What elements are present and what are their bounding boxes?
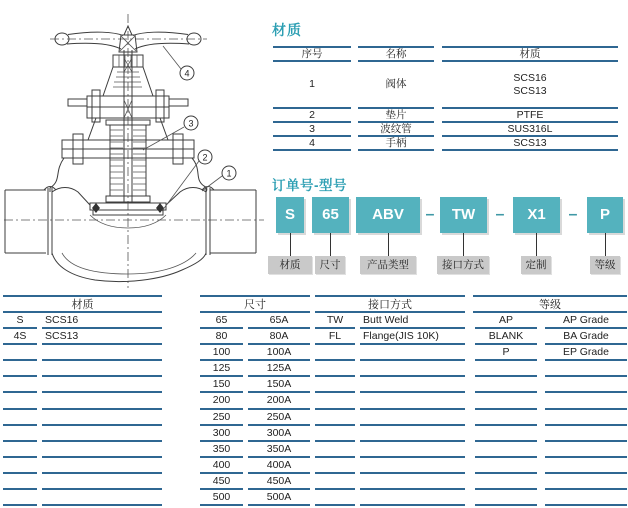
cell-name: 手柄 — [358, 137, 434, 151]
spec-cell-value: 450A — [248, 474, 310, 490]
header-no: 序号 — [273, 46, 351, 62]
spec-cell-code — [315, 361, 355, 377]
order-label-material: 材质 — [268, 256, 312, 274]
svg-text:2: 2 — [202, 152, 208, 163]
spec-cell-value — [360, 474, 465, 490]
spec-row — [3, 490, 162, 506]
spec-cell-value — [42, 410, 162, 426]
spec-row — [315, 474, 465, 490]
order-code-separator: – — [425, 206, 435, 223]
spec-cell-code: 4S — [3, 329, 37, 345]
spec-row — [473, 345, 627, 361]
spec-cell-value: 125A — [248, 361, 310, 377]
spec-group-header: 尺寸 — [200, 295, 310, 313]
material-line: SCS16 — [513, 71, 547, 84]
cell-no: 2 — [273, 109, 351, 123]
spec-cell-code — [475, 490, 537, 506]
spec-cell-code: BLANK — [475, 329, 537, 345]
spec-cell-value: 100A — [248, 345, 310, 361]
order-code-material: S — [276, 197, 304, 233]
spec-cell-code: 300 — [200, 426, 243, 442]
spec-cell-value — [360, 490, 465, 506]
spec-cell-code — [475, 426, 537, 442]
spec-cell-value: SCS16 — [42, 313, 162, 329]
spec-cell-code — [3, 393, 37, 409]
spec-cell-code — [475, 361, 537, 377]
spec-cell-code — [3, 345, 37, 361]
spec-group-rows — [315, 313, 465, 506]
spec-cell-value: Butt Weld — [360, 313, 465, 329]
spec-cell-value: 200A — [248, 393, 310, 409]
spec-cell-value — [42, 426, 162, 442]
svg-text:1: 1 — [226, 168, 232, 179]
cell-name: 波纹管 — [358, 123, 434, 137]
cell-material: SCS13 — [442, 137, 618, 151]
order-label-grade: 等级 — [590, 256, 620, 274]
connector-line — [463, 233, 464, 256]
cell-no: 4 — [273, 137, 351, 151]
spec-row — [200, 377, 310, 393]
material-table-header-row — [273, 46, 618, 62]
spec-row — [315, 393, 465, 409]
spec-cell-value — [42, 458, 162, 474]
material-table — [273, 46, 618, 151]
material-line: SCS13 — [513, 84, 547, 97]
spec-row — [200, 426, 310, 442]
spec-cell-code: 80 — [200, 329, 243, 345]
spec-cell-code — [3, 458, 37, 474]
spec-cell-value: BA Grade — [545, 329, 627, 345]
spec-row — [473, 313, 627, 329]
spec-cell-code: S — [3, 313, 37, 329]
svg-text:4: 4 — [184, 68, 190, 79]
spec-row — [315, 490, 465, 506]
spec-cell-code: AP — [475, 313, 537, 329]
spec-cell-code: 400 — [200, 458, 243, 474]
spec-row — [3, 442, 162, 458]
connector-line — [388, 233, 389, 256]
cell-material — [442, 62, 618, 109]
connector-line — [536, 233, 537, 256]
spec-group-rows — [473, 313, 627, 506]
order-code-size: 65 — [312, 197, 349, 233]
spec-row — [315, 361, 465, 377]
spec-cell-code — [3, 474, 37, 490]
order-label-custom: 定制 — [521, 256, 551, 274]
spec-row — [200, 393, 310, 409]
spec-cell-code — [315, 458, 355, 474]
spec-cell-value — [360, 377, 465, 393]
spec-cell-value — [42, 393, 162, 409]
spec-cell-value: 65A — [248, 313, 310, 329]
spec-row — [200, 345, 310, 361]
spec-row — [473, 393, 627, 409]
material-row — [273, 123, 618, 137]
spec-cell-value: 250A — [248, 410, 310, 426]
spec-cell-value — [360, 410, 465, 426]
spec-cell-code: 200 — [200, 393, 243, 409]
svg-text:3: 3 — [188, 118, 194, 129]
spec-cell-value — [545, 377, 627, 393]
spec-cell-code — [3, 410, 37, 426]
spec-cell-code — [315, 345, 355, 361]
spec-row — [3, 474, 162, 490]
spec-cell-value — [545, 442, 627, 458]
spec-cell-value — [545, 426, 627, 442]
spec-cell-code — [315, 474, 355, 490]
spec-row — [200, 474, 310, 490]
spec-cell-code — [315, 442, 355, 458]
cell-name: 垫片 — [358, 109, 434, 123]
spec-cell-code — [3, 426, 37, 442]
spec-row — [473, 361, 627, 377]
spec-group-rows — [3, 313, 162, 506]
spec-group-header: 材质 — [3, 295, 162, 313]
spec-group-header: 等级 — [473, 295, 627, 313]
spec-row — [315, 377, 465, 393]
order-label-size: 尺寸 — [315, 256, 345, 274]
material-row — [273, 137, 618, 151]
spec-row — [315, 442, 465, 458]
cell-name: 阀体 — [358, 62, 434, 109]
spec-row — [200, 313, 310, 329]
connector-line — [330, 233, 331, 256]
cell-material: SUS316L — [442, 123, 618, 137]
callout-1 — [202, 166, 236, 191]
spec-cell-code — [475, 377, 537, 393]
spec-cell-code — [315, 377, 355, 393]
spec-cell-code: 450 — [200, 474, 243, 490]
spec-cell-value: AP Grade — [545, 313, 627, 329]
cell-material: PTFE — [442, 109, 618, 123]
order-label-connection: 接口方式 — [437, 256, 489, 274]
order-code-separator: – — [495, 206, 505, 223]
spec-row — [3, 377, 162, 393]
spec-cell-value — [42, 442, 162, 458]
spec-cell-value — [360, 458, 465, 474]
spec-row — [315, 458, 465, 474]
spec-cell-value — [545, 393, 627, 409]
order-code-grade: P — [587, 197, 623, 233]
connector-line — [290, 233, 291, 256]
spec-cell-code: 250 — [200, 410, 243, 426]
spec-cell-code — [3, 442, 37, 458]
spec-row — [473, 426, 627, 442]
spec-cell-value — [545, 490, 627, 506]
spec-row — [3, 393, 162, 409]
spec-cell-code — [475, 458, 537, 474]
order-code-custom: X1 — [513, 197, 560, 233]
header-name: 名称 — [358, 46, 434, 62]
spec-row — [3, 361, 162, 377]
spec-cell-code — [475, 410, 537, 426]
spec-cell-code: 65 — [200, 313, 243, 329]
spec-cell-code — [315, 426, 355, 442]
spec-row — [200, 442, 310, 458]
spec-cell-value — [545, 410, 627, 426]
spec-row — [200, 361, 310, 377]
order-code-connection: TW — [440, 197, 487, 233]
spec-cell-value — [42, 345, 162, 361]
spec-row — [3, 329, 162, 345]
spec-row — [473, 474, 627, 490]
spec-row — [200, 329, 310, 345]
spec-group-connection — [315, 295, 465, 506]
spec-group-grade — [473, 295, 627, 506]
valve-body — [5, 187, 256, 282]
order-code-separator: – — [568, 206, 578, 223]
order-section-title: 订单号-型号 — [272, 178, 347, 193]
spec-cell-value: Flange(JIS 10K) — [360, 329, 465, 345]
spec-cell-code — [475, 442, 537, 458]
connector-line — [605, 233, 606, 256]
spec-cell-code — [475, 393, 537, 409]
spec-cell-value: EP Grade — [545, 345, 627, 361]
spec-cell-value — [42, 377, 162, 393]
spec-row — [315, 329, 465, 345]
spec-cell-value: SCS13 — [42, 329, 162, 345]
spec-cell-value: 150A — [248, 377, 310, 393]
spec-cell-value — [360, 361, 465, 377]
spec-cell-code — [315, 393, 355, 409]
spec-cell-code — [3, 361, 37, 377]
spec-cell-value: 500A — [248, 490, 310, 506]
spec-group-material — [3, 295, 162, 506]
spec-cell-value — [545, 474, 627, 490]
spec-cell-code: 100 — [200, 345, 243, 361]
spec-row — [3, 345, 162, 361]
spec-cell-code: 125 — [200, 361, 243, 377]
material-row — [273, 109, 618, 123]
spec-cell-code — [475, 474, 537, 490]
spec-group-size — [200, 295, 310, 506]
spec-row — [200, 410, 310, 426]
spec-cell-code — [315, 410, 355, 426]
spec-row — [3, 426, 162, 442]
spec-row — [473, 490, 627, 506]
spec-row — [473, 377, 627, 393]
spec-cell-code: 350 — [200, 442, 243, 458]
spec-cell-value — [360, 442, 465, 458]
spec-row — [315, 345, 465, 361]
material-row — [273, 62, 618, 109]
spec-cell-value — [42, 361, 162, 377]
spec-cell-value — [545, 361, 627, 377]
spec-table — [0, 295, 628, 508]
spec-group-header: 接口方式 — [315, 295, 465, 313]
spec-row — [315, 410, 465, 426]
callout-3 — [143, 116, 198, 150]
callout-4 — [163, 46, 194, 80]
spec-row — [3, 458, 162, 474]
spec-cell-value: 350A — [248, 442, 310, 458]
spec-row — [473, 410, 627, 426]
header-material: 材质 — [442, 46, 618, 62]
spec-cell-value: 400A — [248, 458, 310, 474]
spec-cell-value: 300A — [248, 426, 310, 442]
spec-cell-code — [315, 490, 355, 506]
order-label-product-type: 产品类型 — [360, 256, 416, 274]
spec-group-rows — [200, 313, 310, 506]
spec-row — [200, 458, 310, 474]
spec-row — [3, 313, 162, 329]
spec-cell-value — [545, 458, 627, 474]
spec-cell-value — [42, 474, 162, 490]
spec-cell-value — [360, 345, 465, 361]
spec-cell-value — [360, 426, 465, 442]
spec-row — [473, 458, 627, 474]
spec-row — [473, 329, 627, 345]
spec-cell-code — [3, 490, 37, 506]
spec-cell-code: P — [475, 345, 537, 361]
valve-drawing — [0, 0, 270, 292]
material-section-title: 材质 — [272, 22, 302, 38]
spec-cell-code: 150 — [200, 377, 243, 393]
spec-row — [473, 442, 627, 458]
cell-no: 3 — [273, 123, 351, 137]
spec-cell-code: 500 — [200, 490, 243, 506]
spec-row — [200, 490, 310, 506]
spec-cell-code: TW — [315, 313, 355, 329]
spec-cell-code: FL — [315, 329, 355, 345]
order-code-product-type: ABV — [356, 197, 420, 233]
spec-row — [3, 410, 162, 426]
cell-no: 1 — [273, 62, 351, 109]
spec-row — [315, 426, 465, 442]
spec-cell-value — [42, 490, 162, 506]
spec-row — [315, 313, 465, 329]
spec-cell-value: 80A — [248, 329, 310, 345]
spec-cell-code — [3, 377, 37, 393]
spec-cell-value — [360, 393, 465, 409]
